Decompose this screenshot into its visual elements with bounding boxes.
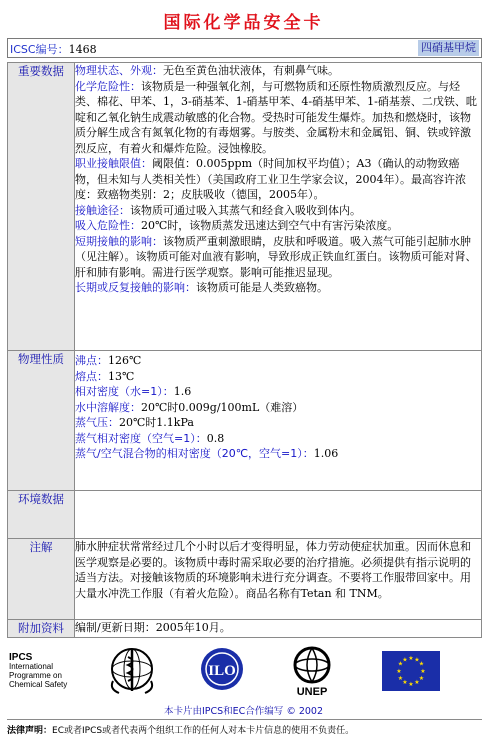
svg-text:★: ★: [402, 656, 408, 664]
additional-content: 编制/更新日期：2005年10月。: [75, 620, 482, 638]
icsc-label: ICSC编号：: [10, 43, 69, 56]
environment-content: [75, 491, 482, 539]
who-emblem-icon: [107, 645, 157, 697]
legal-text: EC或者IPCS或者代表两个组织工作的任何人对本卡片信息的使用不负责任。: [52, 726, 355, 736]
list-item: 职业接触限值：阈限值：0.005ppm（时间加权平均值）；A3（确认的动物致癌物，但未知与人类相关性）（美国政府工业卫生学家会议，2004年）。最高容许浓度：致癌物类别：2；皮肤吸收（德国，2005年）。: [75, 157, 466, 201]
list-item: 物理状态、外观：无色至黄色油状液体，有刺鼻气味。: [75, 64, 339, 77]
ilo-label: ILO: [208, 663, 236, 679]
ipcs-line: International: [9, 662, 54, 671]
svg-text:★: ★: [414, 679, 420, 686]
credit-line: 本卡片由IPCS和EC合作编写 © 2002: [163, 706, 324, 717]
section-label-additional: 附加资料: [8, 620, 75, 638]
svg-text:★: ★: [408, 655, 414, 662]
list-item: 接触途径：该物质可通过吸入其蒸气和经食入吸收到体内。: [75, 203, 361, 217]
svg-text:★: ★: [420, 668, 426, 675]
list-item: 化学危险性：该物质是一种强氧化剂，与可燃物质和还原性物质激烈反应。与烃类、棉花、甲苯、1，3-硝基苯、1-硝基甲苯、4-硝基甲苯、1-硝基萘、二戊铁、吡啶和乙氧化钠生成震动敏感的化合物。受热时可能发生爆炸。加热和燃烧时，该物质分解生成含有氮氧化物的有毒烟雾。与胺类、金属粉末和金属铝、铜、铁或锌激烈反应，有着火和爆炸危险。浸蚀橡胶。: [75, 79, 477, 155]
ipcs-line: Programme on: [9, 671, 62, 680]
list-item: 蒸气压：20℃时1.1kPa: [75, 416, 194, 429]
data-table: [7, 62, 482, 638]
list-item: 沸点：126℃: [75, 354, 142, 367]
section-label-notes: 注解: [8, 539, 75, 620]
svg-text:★: ★: [402, 679, 408, 686]
physical-properties-content: [75, 351, 482, 491]
notes-content: 肺水肿症状常常经过几个小时以后才变得明显，体力劳动使症状加重。因而休息和医学观察是必要的。该物质中毒时需采取必要的治疗措施。必须提供有指示说明的适当方法。对接触该物质的环境影响未进行充分调查。不要将工作服带回家中。用大量水冲洗工作服（有着火危险）。商品名称有Tetan 和 TNM。: [75, 539, 482, 620]
list-item: 水中溶解度：20℃时0.009g/100mL（难溶）: [75, 400, 304, 414]
svg-text:★: ★: [414, 656, 420, 664]
list-item: 相对密度（水=1）：1.6: [75, 385, 192, 398]
eu-flag-icon: [382, 651, 440, 691]
svg-text:★: ★: [397, 660, 404, 668]
list-item: 蒸气/空气混合物的相对密度（20℃，空气=1）：1.06: [75, 447, 339, 460]
list-item: 蒸气相对密度（空气=1）：0.8: [75, 431, 225, 445]
chemical-name: 四硝基甲烷: [418, 40, 479, 56]
legal-label: 法律声明：: [7, 726, 53, 736]
svg-text:★: ★: [418, 660, 425, 668]
ipcs-title: IPCS: [9, 652, 33, 663]
list-item: 吸入危险性：20℃时，该物质蒸发迅速达到空气中有害污染浓度。: [75, 219, 399, 232]
ilo-logo-icon: [199, 645, 245, 693]
svg-text:★: ★: [408, 681, 414, 688]
section-label-environment: 环境数据: [8, 491, 75, 539]
ipcs-line: Chemical Safety: [9, 680, 68, 689]
list-item: 长期或反复接触的影响：该物质可能是人类致癌物。: [75, 281, 328, 294]
legal-notice: [7, 719, 482, 742]
unep-label: UNEP: [296, 686, 328, 697]
ipcs-logo: [9, 653, 67, 689]
section-label-physical: 物理性质: [8, 351, 75, 491]
header-row: [7, 38, 482, 58]
svg-text:★: ★: [397, 675, 404, 682]
section-label-important: 重要数据: [8, 63, 75, 351]
icsc-value: 1468: [68, 43, 97, 56]
important-data-content: [75, 63, 482, 351]
list-item: 短期接触的影响：该物质严重刺激眼睛，皮肤和呼吸道。吸入蒸气可能引起肺水肿（见注解）。该物质可能对血液有影响，导致形成正铁血红蛋白。该物质可能对肾、肝和肺有影响。需进行医学观察。影响可能推迟显现。: [75, 234, 477, 279]
unep-logo-icon: [288, 645, 336, 697]
svg-text:★: ★: [396, 668, 402, 675]
svg-text:★: ★: [418, 675, 425, 682]
card-title: 国际化学品安全卡: [163, 13, 324, 33]
list-item: 熔点：13℃: [75, 369, 135, 383]
icsc-number: [10, 41, 97, 57]
